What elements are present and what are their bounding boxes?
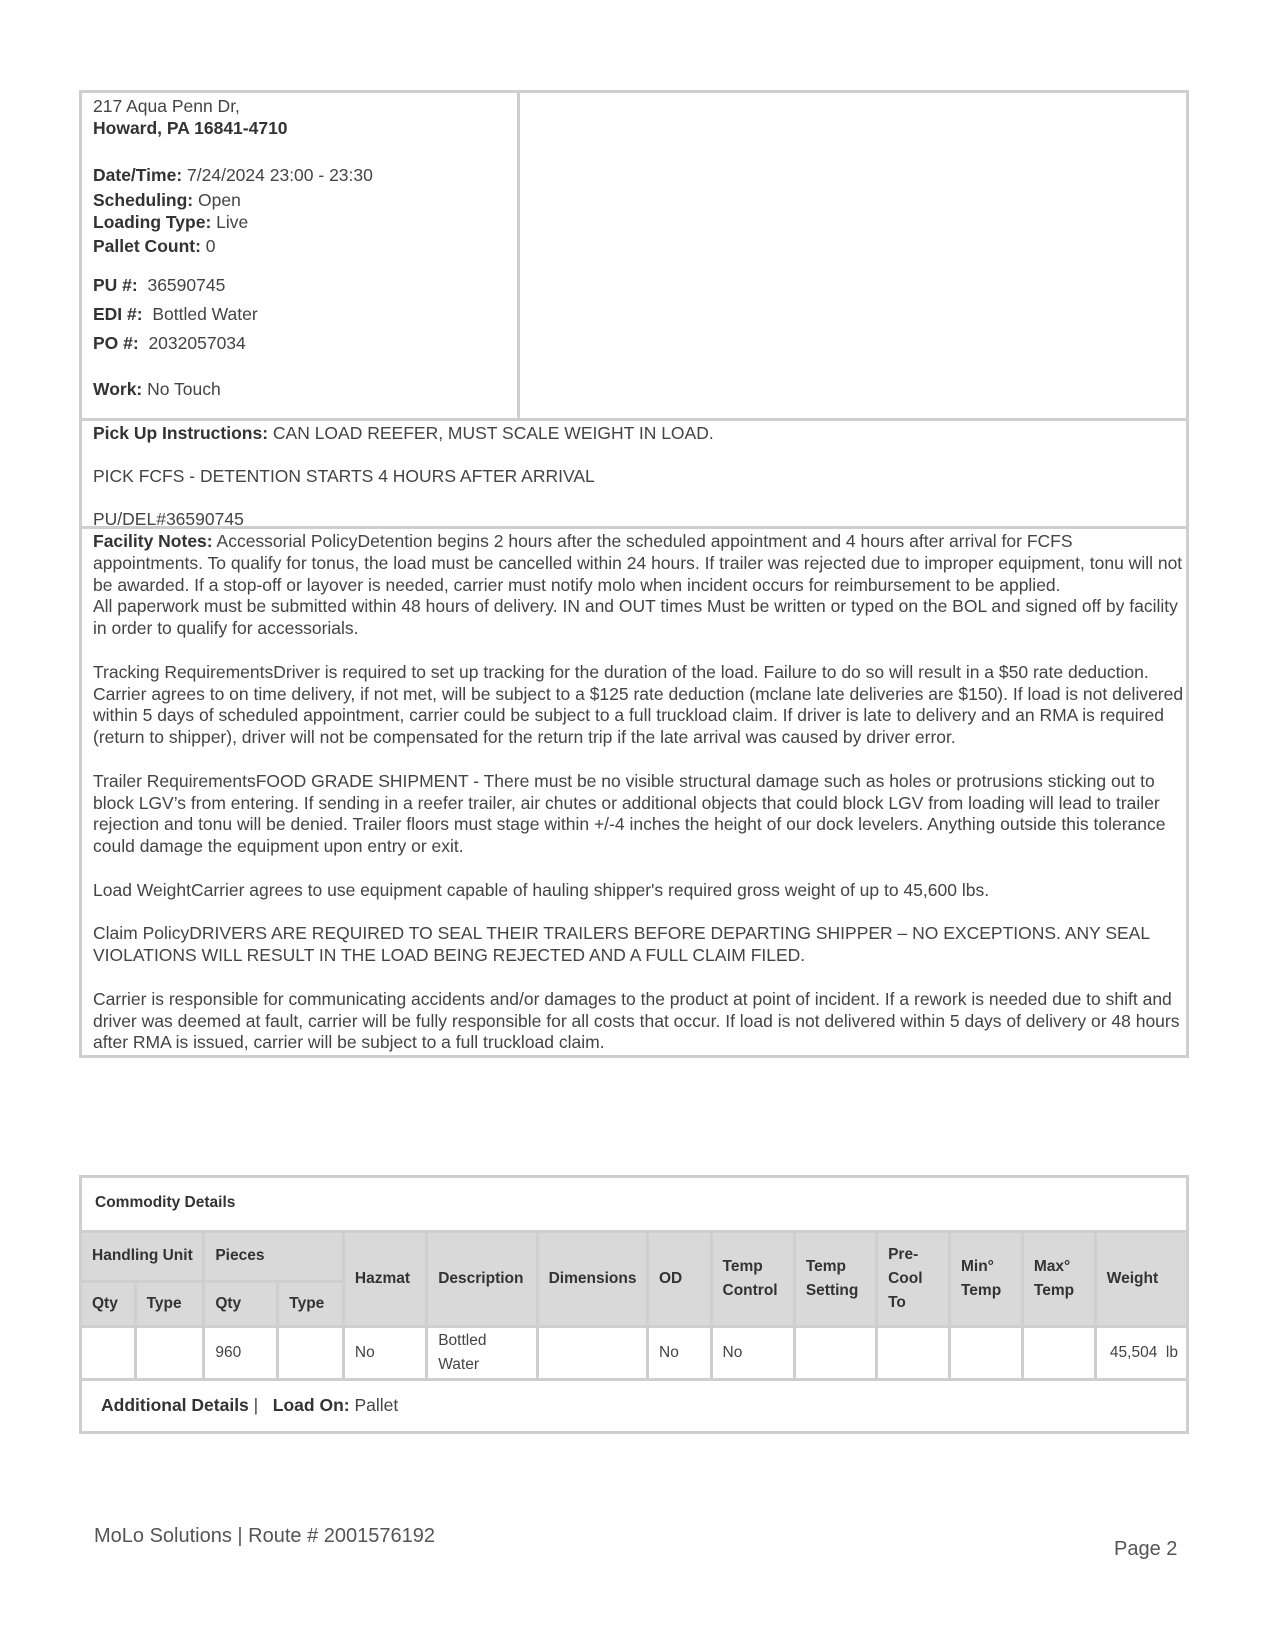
cell-od: No: [648, 1326, 712, 1379]
pu-number-row: [93, 271, 506, 300]
header-temp-control: [711, 1233, 794, 1326]
datetime-value: 7/24/2024 23:00 - 23:30: [182, 165, 373, 185]
header-precool-line3: To: [888, 1293, 906, 1311]
pallet-count-label: Pallet Count:: [93, 236, 201, 256]
header-hu-type: Type: [135, 1281, 204, 1326]
additional-details-separator: |: [248, 1394, 273, 1415]
pickup-instructions-label: Pick Up Instructions:: [93, 423, 269, 443]
city-state-zip: Howard, PA 16841-4710: [93, 118, 288, 138]
header-pc-qty: Qty: [204, 1281, 278, 1326]
datetime-label: Date/Time:: [93, 165, 183, 185]
cell-description-line2: Water: [438, 1355, 479, 1373]
pu-value: 36590745: [137, 275, 226, 295]
table-row: [82, 1326, 1186, 1379]
cell-description: [427, 1326, 537, 1379]
header-max-temp: [1022, 1233, 1095, 1326]
scheduling-label: Scheduling:: [93, 190, 194, 210]
facility-notes-p5: Trailer RequirementsFOOD GRADE SHIPMENT - There must be no visible structural damage such as holes or protrusions sticking out to block LGV’s from entering. If sending in a reefer trailer, air chutes or additional objects that could block LGV from loading will lead to trailer rejection and tonu will be denied. Trailer floors must stage within +/-4 inches the height of our dock levelers. Anything outside this tolerance could damage the equipment upon entry or exit.: [93, 770, 1166, 857]
header-pieces: Pieces: [204, 1233, 344, 1281]
header-pc-type: Type: [278, 1281, 344, 1326]
cell-weight: 45,504 lb: [1095, 1326, 1186, 1379]
header-precool-line2: Cool: [888, 1269, 923, 1287]
work-value: No Touch: [142, 379, 221, 399]
edi-label: EDI #:: [93, 304, 143, 324]
additional-details: [82, 1381, 1186, 1431]
page-number: Page 2: [1114, 1538, 1178, 1560]
header-dimensions: Dimensions: [537, 1233, 647, 1326]
commodity-details-box: [79, 1175, 1189, 1434]
header-hazmat: Hazmat: [343, 1233, 426, 1326]
header-od: OD: [648, 1233, 712, 1326]
header-max-temp-line2: Temp: [1033, 1281, 1075, 1299]
cell-description-line1: Bottled: [438, 1331, 487, 1349]
table-header-row: [82, 1233, 1186, 1281]
cell-min-temp: [949, 1326, 1022, 1379]
header-description: Description: [427, 1233, 537, 1326]
edi-value: Bottled Water: [142, 304, 258, 324]
cell-max-temp: [1022, 1326, 1095, 1379]
header-temp-setting-line1: Temp: [805, 1257, 847, 1275]
pickup-instructions-line3: PU/DEL#36590745: [93, 509, 244, 529]
facility-notes-label: Facility Notes:: [93, 531, 213, 551]
stop-empty-cell: [520, 93, 1186, 418]
po-label: PO #:: [93, 333, 139, 353]
cell-temp-control: No: [711, 1326, 794, 1379]
loading-type-value: Live: [211, 212, 249, 232]
header-temp-setting: [794, 1233, 876, 1326]
additional-details-label: Additional Details: [101, 1394, 249, 1415]
loading-type-row: [93, 211, 506, 233]
facility-notes-p1: Accessorial PolicyDetention begins 2 hours after the scheduled appointment and 4 hours after arrival for FCFS appointments. To qualify for tonus, the load must be cancelled within 24 hours. If trailer was rejected due to improper equipment, tonu will not be awarded. If a stop-off or layover is needed, carrier must notify molo when incident occurs for reimbursement to be applied.: [93, 531, 1183, 595]
stop-top-row: [82, 93, 1186, 421]
facility-notes-p8: Carrier is responsible for communicating accidents and/or damages to the product at point of incident. If a rework is needed due to shift and driver was deemed at fault, carrier will be fully responsible for all costs that occur. If load is not delivered within 5 days of delivery or 48 hours after RMA is issued, carrier will be subject to a full truckload claim.: [93, 988, 1180, 1053]
pallet-count-row: [93, 235, 506, 257]
address-line: 217 Aqua Penn Dr,: [93, 96, 240, 116]
cell-pc-type: [278, 1326, 344, 1379]
header-handling-unit: Handling Unit: [82, 1233, 204, 1281]
header-min-temp-line1: Min°: [960, 1257, 994, 1275]
header-weight: Weight: [1095, 1233, 1186, 1326]
header-temp-control-line1: Temp: [722, 1257, 763, 1275]
stop-info-cell: [82, 93, 520, 418]
edi-number-row: [93, 300, 506, 329]
commodity-table: [82, 1233, 1186, 1381]
cell-temp-setting: [794, 1326, 876, 1379]
scheduling-value: Open: [193, 190, 241, 210]
datetime-row: [93, 164, 506, 186]
cell-precool: [877, 1326, 950, 1379]
footer-route: MoLo Solutions | Route # 2001576192: [94, 1525, 436, 1547]
header-min-temp-line2: Temp: [960, 1281, 1002, 1299]
scheduling-row: [93, 189, 506, 211]
header-precool: [877, 1233, 950, 1326]
header-precool-line1: Pre-: [888, 1245, 919, 1263]
header-temp-control-line2: Control: [722, 1281, 778, 1299]
pu-label: PU #:: [93, 275, 138, 295]
loading-type-label: Loading Type:: [93, 212, 212, 232]
load-on-label: Load On:: [272, 1394, 350, 1415]
po-value: 2032057034: [138, 333, 246, 353]
header-min-temp: [949, 1233, 1022, 1326]
facility-notes-p3: Tracking RequirementsDriver is required to set up tracking for the duration of the load. Failure to do so will result in a $50 rate deduction.: [93, 661, 1149, 682]
pickup-instructions-line2: PICK FCFS - DETENTION STARTS 4 HOURS AFTER ARRIVAL: [93, 466, 595, 486]
cell-hu-type: [135, 1326, 204, 1379]
pallet-count-value: 0: [200, 236, 216, 256]
facility-notes-p2: All paperwork must be submitted within 48 hours of delivery. IN and OUT times Must be written or typed on the BOL and signed off by facility in order to qualify for accessorials.: [93, 596, 1178, 639]
pickup-instructions: [82, 421, 1186, 529]
pickup-instructions-line1: CAN LOAD REEFER, MUST SCALE WEIGHT IN LOAD.: [268, 423, 714, 443]
cell-pc-qty: 960: [204, 1326, 278, 1379]
work-label: Work:: [93, 379, 143, 399]
po-number-row: [93, 329, 506, 358]
header-max-temp-line1: Max°: [1033, 1257, 1071, 1275]
cell-hazmat: No: [343, 1326, 426, 1379]
facility-notes-p4: Carrier agrees to on time delivery, if not met, will be subject to a $125 rate deduction (mclane late deliveries are $150). If load is not delivered within 5 days of scheduled appointment, carrier could be subject to a full truckload claim. If driver is late to delivery and an RMA is required (return to shipper), driver will not be compensated for the return trip if the late arrival was caused by driver error.: [93, 683, 1184, 748]
header-hu-qty: Qty: [82, 1281, 135, 1326]
facility-notes-p6: Load WeightCarrier agrees to use equipment capable of hauling shipper's required gross weight of up to 45,600 lbs.: [93, 879, 990, 900]
header-temp-setting-line2: Setting: [805, 1281, 859, 1299]
facility-notes: [82, 529, 1186, 1055]
load-on-value: Pallet: [349, 1394, 399, 1415]
work-row: [93, 378, 506, 400]
facility-notes-p7: Claim PolicyDRIVERS ARE REQUIRED TO SEAL THEIR TRAILERS BEFORE DEPARTING SHIPPER – NO EXCEPTIONS. ANY SEAL VIOLATIONS WILL RESULT IN THE LOAD BEING REJECTED AND A FULL CLAIM FILED.: [93, 923, 1150, 966]
commodity-details-title: Commodity Details: [82, 1178, 1186, 1233]
cell-hu-qty: [82, 1326, 135, 1379]
cell-dimensions: [537, 1326, 647, 1379]
stop-details-box: [79, 90, 1189, 1058]
